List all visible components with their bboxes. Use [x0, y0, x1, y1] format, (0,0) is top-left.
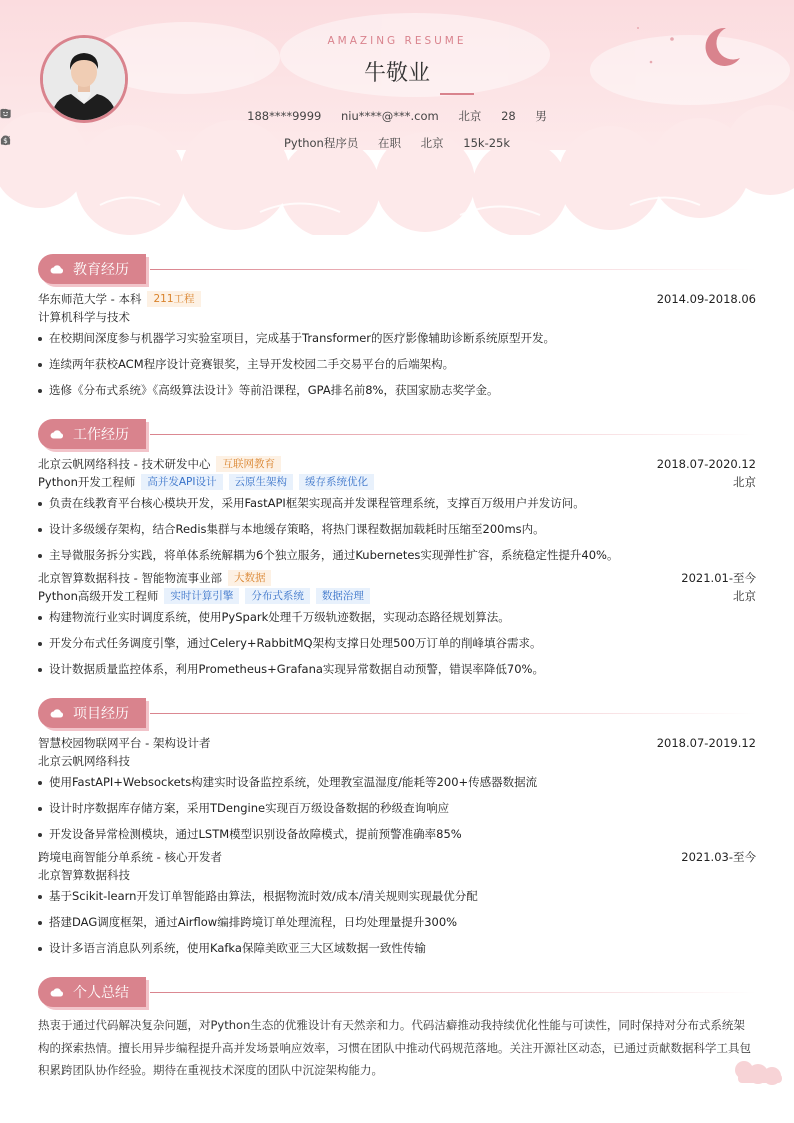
skill-tag: 云原生架构 — [229, 474, 294, 490]
list-item: 基于Scikit-learn开发订单智能路由算法，根据物流时效/成本/清关规则实现最优分配 — [38, 887, 756, 905]
skill-tag: 高并发API设计 — [141, 474, 222, 490]
project-org-row — [38, 866, 756, 884]
section-divider — [150, 992, 756, 993]
list-item: 设计多语言消息队列系统，使用Kafka保障美欧亚三大区域数据一致性传输 — [38, 939, 756, 957]
summary-text: 热衷于通过代码解决复杂问题，对Python生态的优雅设计有天然亲和力。代码洁癖推动我持续优化性能与可读性，同时保持对分布式系统架构的探索热情。擅长用异步编程提升高并发场景响应效率，习惯在团队中推动代码规范落地。关注开源社区动态，已通过贡献数据科学工具包积累跨团队协作经验。期待在重视技术深度的团队中沉淀架构能力。 — [38, 1018, 751, 1077]
age-info — [501, 109, 516, 123]
list-item: 在校期间深度参与机器学习实验室项目，完成基于Transformer的医疗影像辅助诊断系统原型开发。 — [38, 329, 756, 347]
list-item: 设计数据质量监控体系，利用Prometheus+Grafana实现异常数据自动预警，错误率降低70%。 — [38, 660, 756, 678]
section-divider — [150, 434, 756, 435]
skill-tag: 数据治理 — [316, 588, 370, 604]
name-underline — [440, 93, 474, 95]
salary-text: 15k-25k — [463, 136, 511, 150]
position-text: Python程序员 — [283, 136, 359, 150]
list-item: 选修《分布式系统》《高级算法设计》等前沿课程，GPA排名前8%，获国家励志奖学金。 — [38, 381, 756, 399]
section-title-projects — [38, 698, 146, 728]
job-city: 北京 — [733, 589, 756, 603]
section-label: 个人总结 — [73, 985, 129, 1001]
job-title: Python高级开发工程师 — [38, 589, 159, 603]
city-info — [421, 135, 444, 151]
job-city: 北京 — [733, 475, 756, 489]
status-info — [378, 135, 401, 151]
project-org: 北京云帆网络科技 — [38, 754, 130, 768]
cloud-icon — [50, 987, 64, 997]
job-header — [38, 455, 756, 473]
contact-line-1 — [0, 108, 794, 124]
candidate-name: 牛敬业 — [363, 61, 430, 86]
contact-line-2 — [0, 135, 794, 151]
phone-text: 188****9999 — [247, 109, 322, 123]
skill-tag: 缓存系统优化 — [299, 474, 374, 490]
list-item: 开发设备异常检测模块，通过LSTM模型识别设备故障模式，提前预警准确率85% — [38, 825, 756, 843]
section-title-work — [38, 419, 146, 449]
list-item: 设计多级缓存架构，结合Redis集群与本地缓存策略，将热门课程数据加载耗时压缩至200ms内。 — [38, 520, 756, 538]
job-dates: 2018.07-2020.12 — [656, 457, 756, 471]
school-tag: 211工程 — [147, 291, 200, 307]
city-text: 北京 — [420, 136, 444, 150]
project-dates: 2021.03-至今 — [681, 850, 756, 864]
project-org: 北京智算数据科技 — [38, 868, 130, 882]
project-org-row — [38, 752, 756, 770]
cloud-icon — [50, 708, 64, 718]
industry-tag: 大数据 — [228, 570, 272, 586]
section-divider — [150, 713, 756, 714]
job-header — [38, 569, 756, 587]
banner-text: AMAZING RESUME — [327, 35, 467, 47]
position-info — [284, 135, 358, 151]
list-item: 使用FastAPI+Websockets构建实时设备监控系统，处理教室温湿度/能耗等200+传感器数据流 — [38, 773, 756, 791]
svg-text:$: $ — [3, 136, 8, 146]
home-info — [458, 108, 481, 124]
project-dates: 2018.07-2019.12 — [656, 736, 756, 750]
age-text: 28 — [501, 109, 516, 123]
cloud-icon — [50, 429, 64, 439]
section-work — [38, 419, 756, 449]
header-banner — [0, 0, 794, 235]
project-header — [38, 848, 756, 866]
cloud-icon — [50, 264, 64, 274]
job-title-row — [38, 587, 756, 605]
email-info — [341, 109, 439, 123]
section-projects — [38, 698, 756, 728]
list-item: 构建物流行业实时调度系统，使用PySpark处理千万级轨迹数据，实现动态路径规划算法。 — [38, 608, 756, 626]
list-item: 开发分布式任务调度引擎，通过Celery+RabbitMQ架构支撑日处理500万订单的削峰填谷需求。 — [38, 634, 756, 652]
education-major-row — [38, 308, 756, 326]
list-item: 设计时序数据库存储方案，采用TDengine实现百万级设备数据的秒级查询响应 — [38, 799, 756, 817]
company-name: 北京智算数据科技 - 智能物流事业部 — [38, 571, 222, 585]
section-summary — [38, 977, 756, 1007]
email-text: niu****@***.com — [341, 109, 439, 123]
section-divider — [150, 269, 756, 270]
education-dates: 2014.09-2018.06 — [656, 292, 756, 306]
gender-text: 男 — [535, 109, 547, 123]
section-education — [38, 254, 756, 284]
job-dates: 2021.01-至今 — [681, 571, 756, 585]
list-item: 主导微服务拆分实践，将单体系统解耦为6个独立服务，通过Kubernetes实现弹性扩容，系统稳定性提升40%。 — [38, 546, 756, 564]
company-name: 北京云帆网络科技 - 技术研发中心 — [38, 457, 211, 471]
section-label: 教育经历 — [73, 262, 129, 278]
list-item: 搭建DAG调度框架，通过Airflow编排跨境订单处理流程，日均处理量提升300% — [38, 913, 756, 931]
project-name: 智慧校园物联网平台 - 架构设计者 — [38, 736, 211, 750]
industry-tag: 互联网教育 — [216, 456, 281, 472]
section-label: 项目经历 — [73, 706, 129, 722]
education-header — [38, 290, 756, 308]
money-icon — [0, 135, 11, 146]
job-title: Python开发工程师 — [38, 475, 136, 489]
list-item: 连续两年获校ACM程序设计竞赛银奖，主导开发校园二手交易平台的后端架构。 — [38, 355, 756, 373]
project-header — [38, 734, 756, 752]
section-title-education — [38, 254, 146, 284]
gender-info — [535, 108, 547, 124]
skill-tag: 分布式系统 — [245, 588, 310, 604]
job-title-row — [38, 473, 756, 491]
major: 计算机科学与技术 — [38, 310, 130, 324]
section-title-summary — [38, 977, 146, 1007]
school-name: 华东师范大学 - 本科 — [38, 292, 142, 306]
skill-tag: 实时计算引擎 — [164, 588, 239, 604]
home-text: 北京 — [458, 109, 482, 123]
decorative-cloud-icon — [728, 1056, 786, 1086]
face-icon — [0, 108, 11, 119]
phone-info — [247, 109, 321, 123]
list-item: 负责在线教育平台核心模块开发，采用FastAPI框架实现高并发课程管理系统，支撑百万级用户并发访问。 — [38, 494, 756, 512]
status-text: 在职 — [377, 136, 401, 150]
section-label: 工作经历 — [73, 427, 129, 443]
project-name: 跨境电商智能分单系统 - 核心开发者 — [38, 850, 222, 864]
